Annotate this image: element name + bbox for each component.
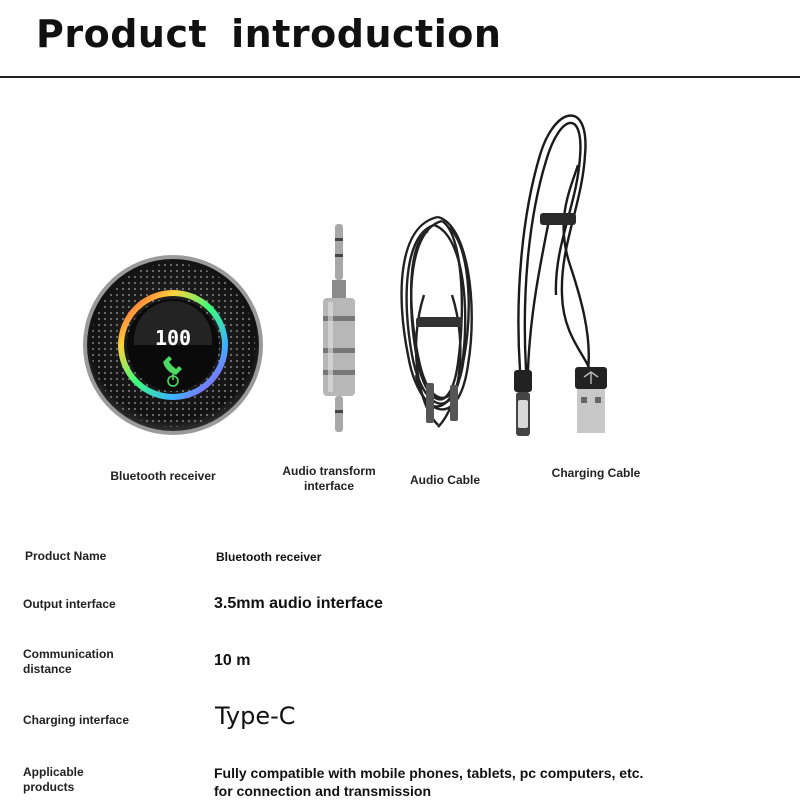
spec-label-line: Applicable (23, 765, 84, 779)
title-word-introduction: introduction (231, 12, 502, 56)
audio-cable-image (388, 205, 488, 445)
spec-label-applicable-products (23, 765, 84, 795)
spec-label-output-interface: Output interface (23, 597, 116, 611)
caption-audio-transform-interface (268, 464, 390, 494)
page-title (36, 12, 501, 56)
caption-charging-cable: Charging Cable (551, 466, 641, 480)
spec-label-line: products (23, 780, 75, 794)
spec-label-product-name: Product Name (25, 549, 107, 563)
header-divider (0, 76, 800, 78)
bluetooth-receiver-image (78, 250, 268, 440)
audio-adapter-image (316, 220, 362, 435)
caption-audio-cable: Audio Cable (409, 473, 480, 487)
charging-cable-image (500, 95, 630, 445)
caption-line: Audio transform (282, 464, 376, 478)
spec-label-line: distance (23, 662, 72, 676)
spec-label-line: Communication (23, 647, 114, 661)
spec-value-line: for connection and transmission (214, 783, 432, 799)
spec-value-output-interface: 3.5mm audio interface (214, 595, 383, 612)
spec-value-product-name: Bluetooth receiver (216, 550, 322, 564)
spec-label-charging-interface: Charging interface (23, 713, 130, 727)
spec-label-communication-distance (23, 647, 114, 677)
caption-bluetooth-receiver: Bluetooth receiver (110, 469, 216, 483)
spec-value-charging-interface: Type-C (215, 702, 296, 730)
receiver-display-digits: 100 (154, 326, 192, 350)
title-word-product: Product (36, 12, 208, 56)
spec-value-applicable-products (214, 764, 643, 800)
caption-line: interface (303, 479, 355, 493)
spec-value-line: Fully compatible with mobile phones, tablets, pc computers, etc. (214, 765, 644, 781)
spec-value-communication-distance: 10 m (214, 652, 251, 669)
